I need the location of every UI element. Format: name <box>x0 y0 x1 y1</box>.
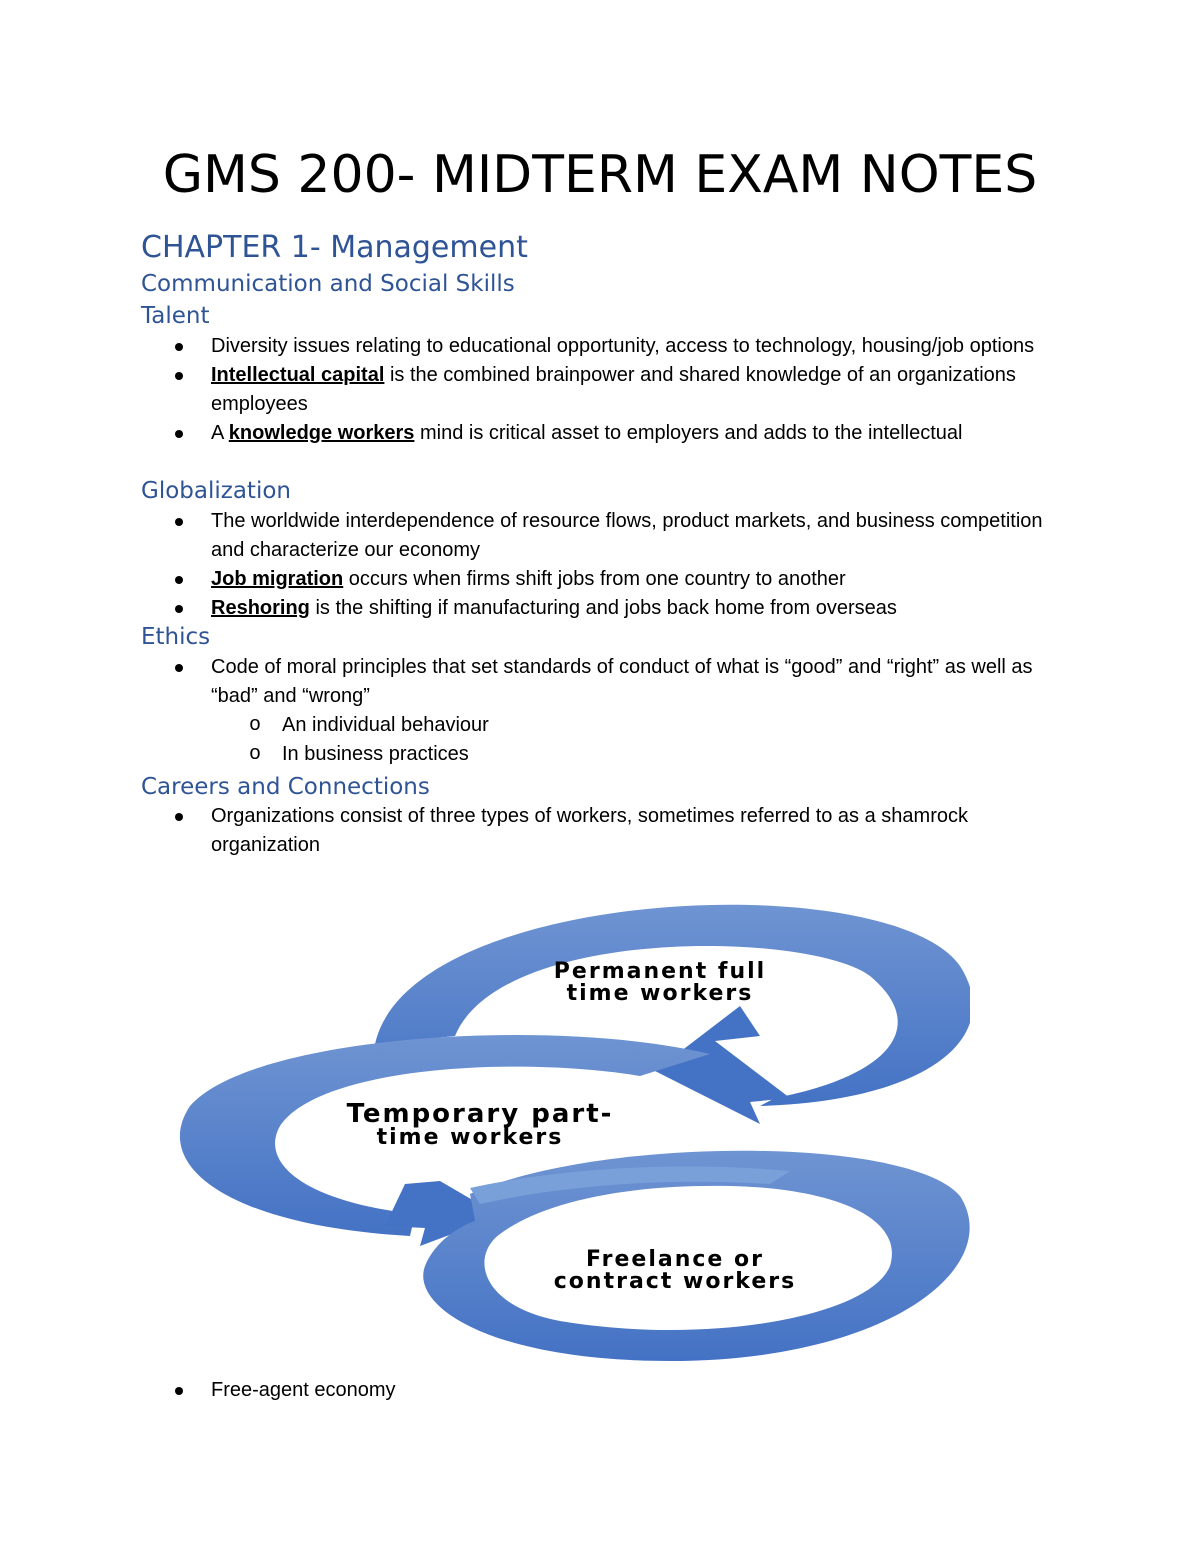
careers-list <box>141 802 1061 860</box>
list-item <box>141 565 1061 594</box>
list-item <box>141 507 1061 565</box>
label-freelance-line1: Freelance or <box>586 1247 764 1272</box>
bullet-text: Organizations consist of three types of workers, sometimes referred to as a shamrock organization <box>211 805 968 856</box>
bullet-text: A <box>211 422 229 444</box>
list-item <box>141 802 1061 860</box>
careers-list-continued <box>141 1376 1061 1405</box>
bullet-text: Diversity issues relating to educational opportunity, access to technology, housing/job options <box>211 335 1035 357</box>
careers-heading: Careers and Connections <box>141 774 430 800</box>
ring-arrowhead <box>655 1006 790 1124</box>
section-heading: Communication and Social Skills <box>141 271 515 297</box>
sub-list-item <box>211 711 1061 740</box>
ethics-list <box>141 653 1061 769</box>
globalization-heading: Globalization <box>141 478 291 504</box>
label-temporary-line2: time workers <box>376 1125 564 1150</box>
document-title: GMS 200- MIDTERM EXAM NOTES <box>162 145 1038 205</box>
term-reshoring: Reshoring <box>211 597 310 619</box>
bullet-text: The worldwide interdependence of resource flows, product markets, and business competition and characterize our economy <box>211 510 1043 561</box>
term-intellectual-capital: Intellectual capital <box>211 364 385 386</box>
list-item <box>141 361 1061 419</box>
label-permanent-line2: time workers <box>566 981 754 1006</box>
bullet-text: occurs when firms shift jobs from one country to another <box>343 568 846 590</box>
list-item <box>141 594 1061 623</box>
term-job-migration: Job migration <box>211 568 344 590</box>
talent-heading: Talent <box>141 303 210 329</box>
bullet-text: is the shifting if manufacturing and jobs back home from overseas <box>309 597 897 619</box>
list-item <box>141 653 1061 769</box>
ethics-sublist <box>211 711 1061 769</box>
bullet-text: is the combined brainpower and shared knowledge of an organizations employees <box>211 364 1016 415</box>
list-item <box>141 332 1061 361</box>
list-item <box>141 419 1061 448</box>
label-permanent-line1: Permanent full <box>553 959 767 984</box>
bullet-text: mind is critical asset to employers and adds to the intellectual <box>414 422 963 444</box>
sub-bullet-text: In business practices <box>282 743 469 765</box>
term-knowledge-workers: knowledge workers <box>228 422 415 444</box>
bullet-text: Free-agent economy <box>211 1379 396 1401</box>
ethics-heading: Ethics <box>141 624 211 650</box>
bullet-text: Code of moral principles that set standards of conduct of what is “good” and “right” as well as “bad” and “wrong” <box>211 656 1033 707</box>
sub-list-item <box>211 740 1061 769</box>
permanent-workers-ring <box>375 905 970 1124</box>
label-freelance-line2: contract workers <box>553 1269 797 1294</box>
label-temporary-line1: Temporary part- <box>346 1099 614 1129</box>
chapter-heading: CHAPTER 1- Management <box>141 230 528 265</box>
sub-bullet-text: An individual behaviour <box>282 714 489 736</box>
talent-list <box>141 332 1061 448</box>
shamrock-organization-diagram <box>170 866 970 1366</box>
list-item <box>141 1376 1061 1405</box>
globalization-list <box>141 507 1061 623</box>
